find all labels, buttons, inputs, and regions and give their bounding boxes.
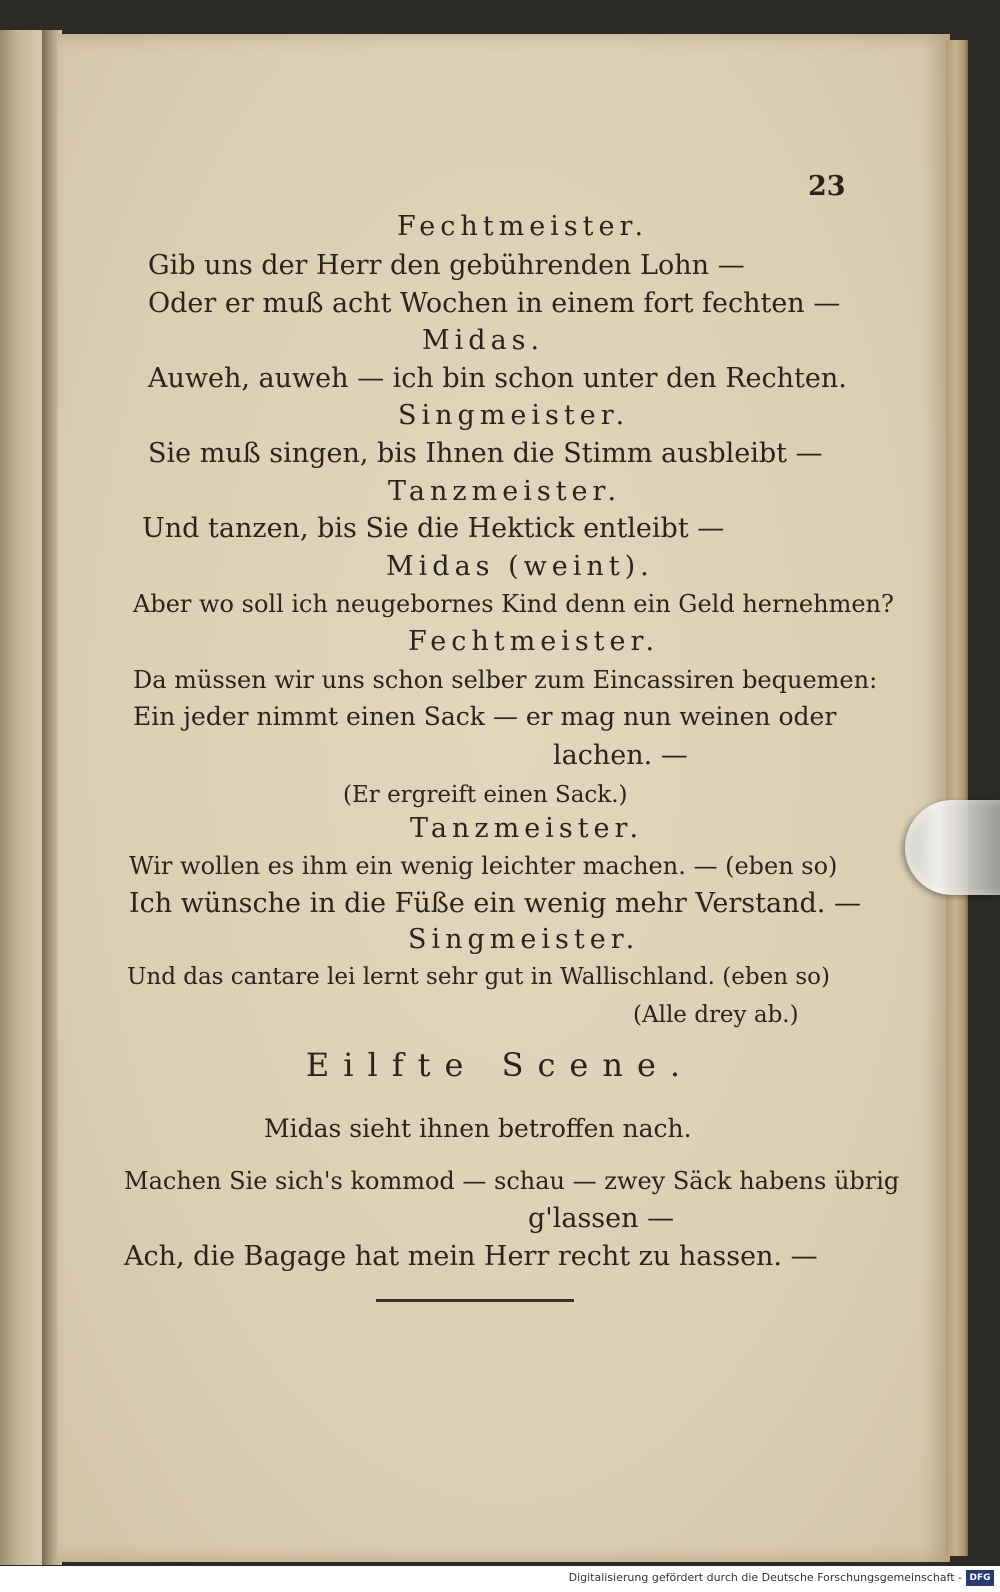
verse-line: Oder er muß acht Wochen in einem fort fechten — [148, 288, 841, 319]
verse-line: Da müssen wir uns schon selber zum Eincassiren bequemen: [133, 666, 878, 694]
verse-line-continuation: lachen. — [553, 740, 688, 771]
verse-line: Wir wollen es ihm ein wenig leichter machen. — (eben so) [129, 852, 838, 880]
verse-line-continuation: g'lassen — [528, 1203, 675, 1234]
previous-page-edge [0, 30, 44, 1565]
funding-notice: Digitalisierung gefördert durch die Deutsche Forschungsgemeinschaft - [568, 1571, 962, 1584]
speaker-label: Fechtmeister. [397, 211, 649, 242]
book-clip [905, 800, 1000, 895]
verse-line: Sie muß singen, bis Ihnen die Stimm ausbleibt — [148, 438, 823, 469]
speaker-label: Singmeister. [408, 924, 640, 955]
end-rule [376, 1299, 574, 1302]
speaker-label: Tanzmeister. [410, 813, 644, 844]
scene-heading: Eilfte Scene. [305, 1046, 695, 1084]
scene-stage-direction: Midas sieht ihnen betroffen nach. [264, 1114, 692, 1143]
verse-line: Ich wünsche in die Füße ein wenig mehr Verstand. — [129, 888, 861, 919]
verse-line: Und das cantare lei lernt sehr gut in Wallischland. (eben so) [127, 964, 830, 990]
dfg-logo-icon: DFG [966, 1570, 994, 1586]
speaker-label: Midas (weint). [386, 551, 654, 582]
verse-line: Machen Sie sich's kommod — schau — zwey Säck habens übrig [124, 1167, 900, 1195]
page-stack-edge [946, 40, 968, 1556]
verse-line: Aber wo soll ich neugebornes Kind denn ein Geld hernehmen? [133, 590, 894, 618]
speaker-label: Midas. [422, 325, 545, 356]
page-number: 23 [808, 171, 846, 202]
verse-line: Gib uns der Herr den gebührenden Lohn — [148, 250, 745, 281]
verse-line: Und tanzen, bis Sie die Hektick entleibt — [142, 513, 725, 544]
footer-bar [0, 1566, 1000, 1592]
verse-line: Ach, die Bagage hat mein Herr recht zu hassen. — [124, 1241, 818, 1272]
speaker-label: Tanzmeister. [388, 476, 622, 507]
stage-direction: (Alle drey ab.) [633, 1002, 799, 1028]
stage-direction: (Er ergreift einen Sack.) [343, 782, 628, 808]
verse-line: Ein jeder nimmt einen Sack — er mag nun weinen oder [133, 702, 837, 731]
speaker-label: Singmeister. [398, 400, 630, 431]
verse-line: Auweh, auweh — ich bin schon unter den Rechten. [148, 363, 847, 394]
speaker-label: Fechtmeister. [408, 626, 660, 657]
